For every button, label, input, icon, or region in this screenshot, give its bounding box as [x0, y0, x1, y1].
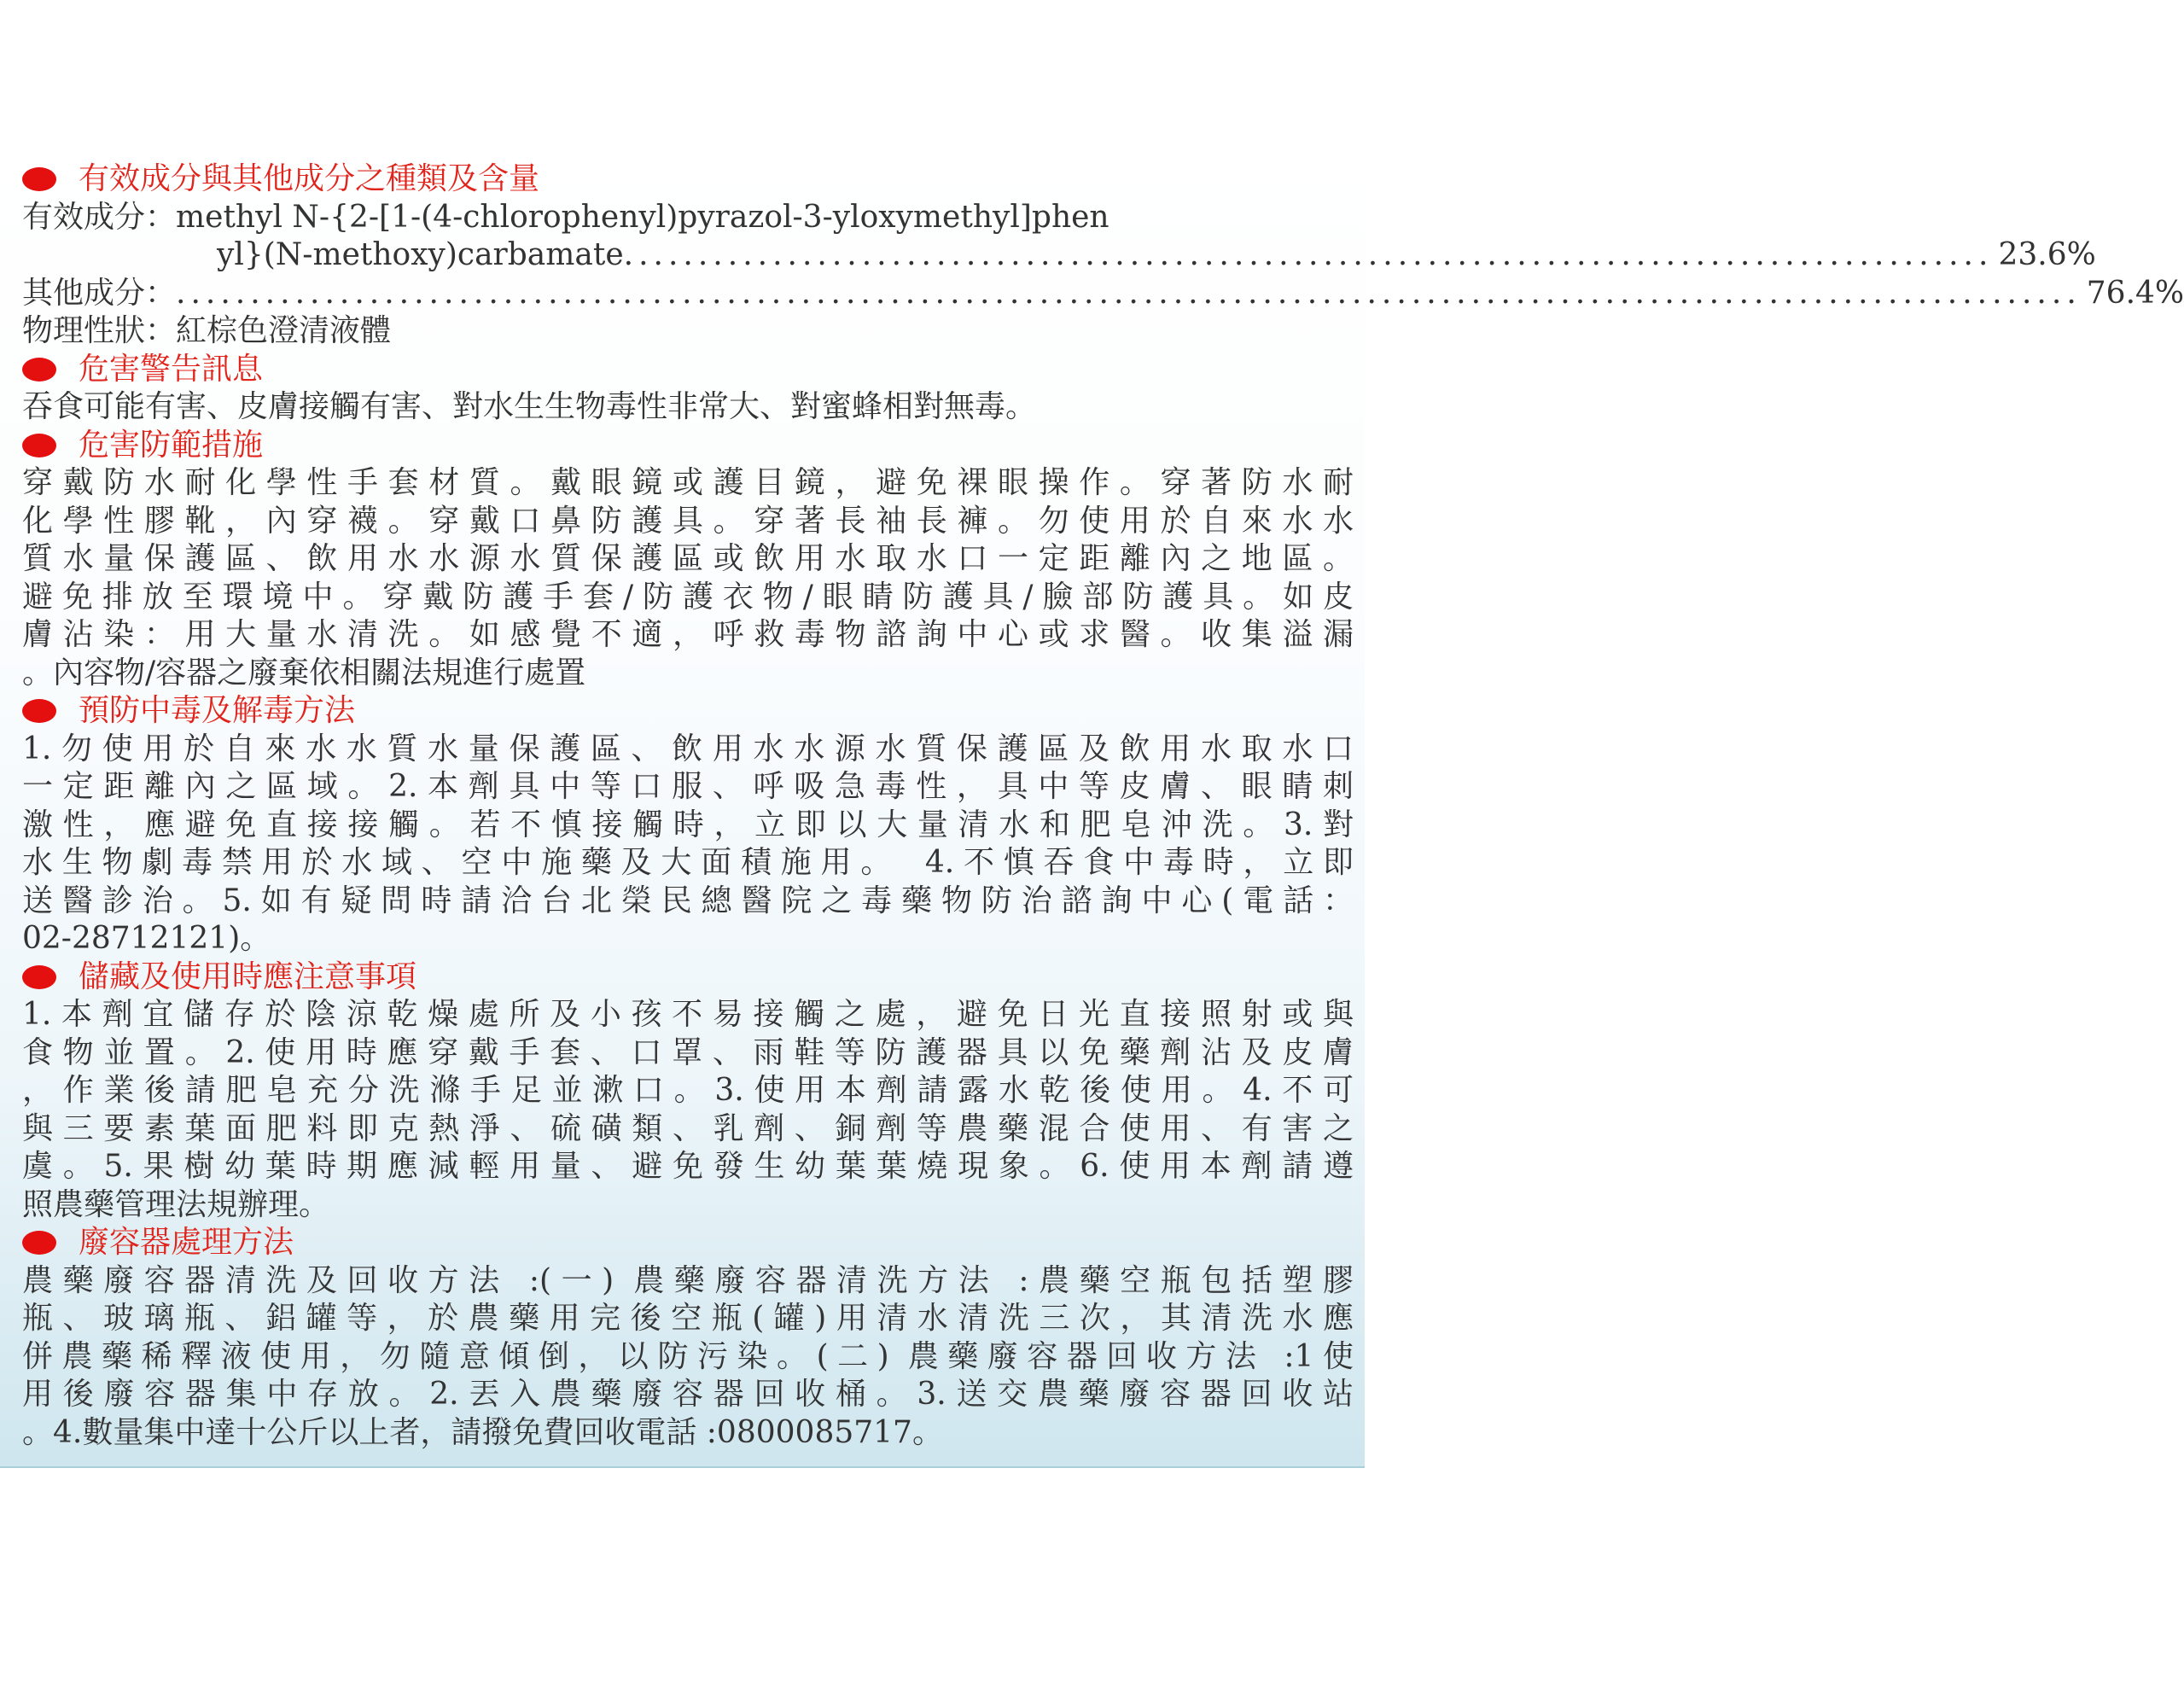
bullet-icon — [22, 434, 56, 457]
other-ingredient-label: 其他成分： — [22, 275, 177, 311]
precautions-line: 膚沾染：用大量水清洗。如感覺不適，呼救毒物諮詢中心或求醫。收集溢漏 — [22, 617, 1354, 652]
active-ingredient-line-1 — [22, 199, 1354, 237]
section-heading-disposal: 廢容器處理方法 — [22, 1224, 1354, 1262]
other-ingredient-line — [22, 275, 2184, 313]
bullet-icon — [22, 358, 56, 382]
precautions-line: 。內容物/容器之廢棄依相關法規進行處置 — [22, 655, 586, 690]
active-ingredient-name-part2: yl}(N-methoxy)carbamate — [217, 237, 624, 272]
precautions-line: 質水量保護區、飲用水水源水質保護區或飲用水取水口一定距離內之地區。 — [22, 541, 1354, 576]
storage-line: 與三要素葉面肥料即克熱淨、硫磺類、乳劑、銅劑等農藥混合使用、有害之 — [22, 1110, 1354, 1146]
active-ingredient-name-part1: methyl N-{2-[1-(4-chlorophenyl)pyrazol-3-yloxymethyl]phen — [176, 199, 1109, 235]
storage-line: 食物並置。2.使用時應穿戴手套、口罩、雨鞋等防護器具以免藥劑沾及皮膚 — [22, 1034, 1354, 1070]
section-heading-precautions: 危害防範措施 — [22, 427, 1354, 465]
label-panel — [0, 145, 2184, 1468]
other-ingredient-percent: 76.4% — [2086, 275, 2184, 311]
antidote-line: 一定距離內之區域。2.本劑具中等口服、呼吸急毒性，具中等皮膚、眼睛刺 — [22, 769, 1354, 804]
storage-line: ，作業後請肥皂充分洗滌手足並漱口。3.使用本劑請露水乾後使用。4.不可 — [22, 1073, 1354, 1108]
bullet-icon — [22, 1231, 56, 1255]
precautions-line: 化學性膠靴，內穿襪。穿戴口鼻防護具。穿著長袖長褲。勿使用於自來水水 — [22, 503, 1354, 539]
section-heading-antidote: 預防中毒及解毒方法 — [22, 692, 1354, 731]
leader-dots: ............................................................................................ — [623, 237, 1994, 272]
antidote-line: 02-28712121)。 — [22, 921, 271, 956]
disposal-line: 農藥廢容器清洗及回收方法 :(一) 農藥廢容器清洗方法 :農藥空瓶包括塑膠 — [22, 1262, 1354, 1298]
precautions-line: 穿戴防水耐化學性手套材質。戴眼鏡或護目鏡，避免裸眼操作。穿著防水耐 — [22, 465, 1354, 500]
section-heading-storage: 儲藏及使用時應注意事項 — [22, 958, 1354, 997]
storage-line: 1.本劑宜儲存於陰涼乾燥處所及小孩不易接觸之處，避免日光直接照射或與 — [22, 997, 1354, 1032]
disposal-line: 併農藥稀釋液使用，勿隨意傾倒，以防污染。(二) 農藥廢容器回收方法 :1使 — [22, 1338, 1354, 1374]
section-heading-hazard-warning: 危害警告訊息 — [22, 351, 1354, 389]
physical-state: 物理性狀：紅棕色澄清液體 — [22, 313, 392, 348]
storage-line: 虞。5.果樹幼葉時期應減輕用量、避免發生幼葉葉燒現象。6.使用本劑請遵 — [22, 1149, 1354, 1184]
precautions-line: 避免排放至環境中。穿戴防護手套/防護衣物/眼睛防護具/臉部防護具。如皮 — [22, 579, 1354, 615]
active-ingredient-label: 有效成分： — [22, 199, 177, 235]
bullet-icon — [22, 965, 56, 989]
active-ingredient-percent: 23.6% — [1998, 237, 2096, 272]
antidote-line: 送醫診治。5.如有疑問時請洽台北榮民總醫院之毒藥物防治諮詢中心(電話： — [22, 883, 1354, 918]
disposal-line: 用後廢容器集中存放。2.丟入農藥廢容器回收桶。3.送交農藥廢容器回收站 — [22, 1377, 1354, 1412]
disposal-line: 瓶、玻璃瓶、鋁罐等，於農藥用完後空瓶(罐)用清水清洗三次，其清洗水應 — [22, 1301, 1354, 1336]
active-ingredient-line-2 — [22, 236, 2096, 275]
section-heading-composition: 有效成分與其他成分之種類及含量 — [22, 160, 1354, 199]
bullet-icon — [22, 699, 56, 723]
disposal-line: 。4.數量集中達十公斤以上者，請撥免費回收電話 :0800085717。 — [22, 1414, 943, 1450]
antidote-line: 1.勿使用於自來水水質水量保護區、飲用水水源水質保護區及飲用水取水口 — [22, 731, 1354, 766]
hazard-warning-text: 吞食可能有害、皮膚接觸有害、對水生生物毒性非常大、對蜜蜂相對無毒。 — [22, 389, 1037, 424]
antidote-line: 水生物劇毒禁用於水域、空中施藥及大面積施用。 4.不慎吞食中毒時，立即 — [22, 845, 1354, 880]
antidote-line: 激性，應避免直接接觸。若不慎接觸時，立即以大量清水和肥皂沖洗。3.對 — [22, 807, 1354, 842]
leader-dots: ................................................................................................................................ — [176, 275, 2082, 311]
storage-line: 照農藥管理法規辦理。 — [22, 1186, 330, 1222]
bullet-icon — [22, 167, 56, 191]
label-content — [22, 160, 2184, 1452]
